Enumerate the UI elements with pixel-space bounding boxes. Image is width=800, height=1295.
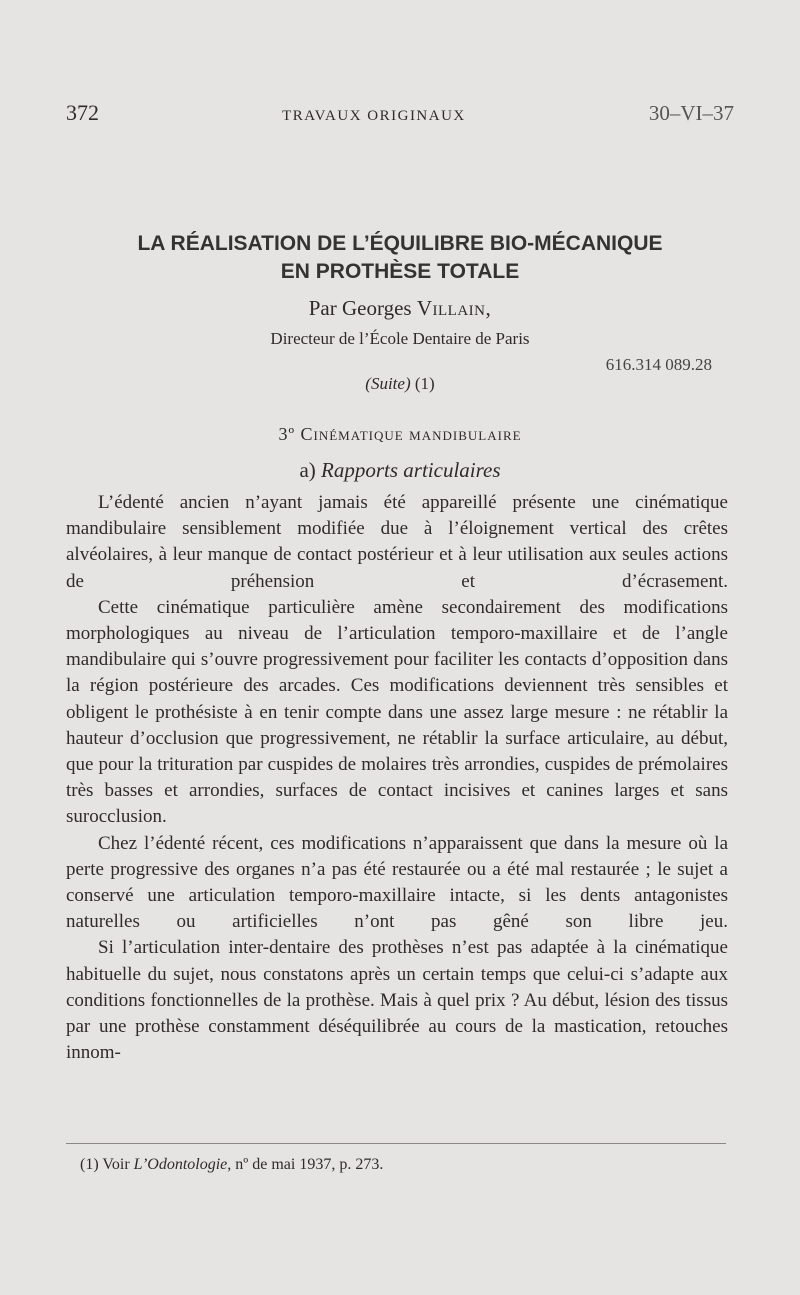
running-head: TRAVAUX ORIGINAUX — [282, 108, 466, 124]
paragraph: Si l’articulation inter-dentaire des prothèses n’est pas adaptée à la cinématique habituelle du sujet, nous constatons après un certain temps que celui-ci s’adapte aux conditions fonctionnelles de la prothèse. Mais à quel prix ? Au début, lésion des tissus par une prothèse constamment déséquilibrée au cours de la mastication, retouches innom- — [66, 937, 728, 1064]
byline-prefix: Par Georges — [308, 296, 412, 320]
subsection-prefix: a) — [299, 458, 316, 482]
footnote-rule — [66, 1143, 726, 1144]
footnote — [80, 1156, 383, 1174]
footnote-journal: L’Odontologie, — [133, 1156, 232, 1173]
continued-note — [66, 374, 734, 394]
page-number: 372 — [66, 100, 99, 125]
body-text — [66, 490, 728, 1066]
title-line-1: LA RÉALISATION DE L’ÉQUILIBRE BIO-MÉCANIQUE — [137, 232, 663, 255]
byline — [66, 296, 734, 321]
paragraph: Cette cinématique particulière amène secondairement des modifications morphologiques au niveau de l’articulation temporo-maxillaire et de l’angle mandibulaire qui s’ouvre progressivement pour faciliter les contacts d’opposition dans la région postérieure des arcades. Ces modifications deviennent très sensibles et obligent le prothésiste à en tenir compte dans une assez large mesure : ne rétablir la hauteur d’occlusion que progressivement, ne rétablir la surface articulaire, au début, que pour la trituration par cuspides de molaires très arrondies, cuspides de prémolaires très basses et arrondies, surfaces de contact incisives et canines larges et sans surocclusion. — [66, 596, 728, 828]
footnote-text-before: Voir — [102, 1156, 130, 1173]
author-surname: Villain, — [416, 296, 492, 320]
page-header — [66, 100, 734, 132]
paragraph: Chez l’édenté récent, ces modifications n’apparaissent que dans la mesure où la perte progressive des organes n’a pas été restaurée ou a été mal restaurée ; le sujet a conservé une articulation temporo-maxillaire intacte, si les dents antagonistes naturelles ou artificielles n’ont pas gêné son libre jeu. — [66, 832, 728, 933]
article-title — [66, 230, 734, 286]
author-affiliation: Directeur de l’École Dentaire de Paris — [270, 329, 530, 348]
continued-label: (Suite) — [365, 374, 411, 393]
footnote-text-after: nº de mai 1937, p. 273. — [235, 1156, 384, 1173]
issue-date: 30–VI–37 — [648, 101, 734, 125]
subsection-title: Rapports articulaires — [321, 458, 501, 482]
footnote-ref: (1) — [414, 374, 435, 393]
subsection-heading — [66, 458, 734, 483]
section-heading: 3º Cinématique mandibulaire — [278, 424, 522, 444]
footnote-marker: (1) — [80, 1156, 99, 1173]
paragraph: L’édenté ancien n’ayant jamais été appareillé présente une cinématique mandibulaire sensiblement modifiée due à l’éloignement vertical des crêtes alvéolaires, à leur manque de contact postérieur et à leur utilisation aux seules actions de préhension et d’écrasement. — [66, 492, 728, 592]
classification-number: 616.314 089.28 — [605, 355, 712, 374]
title-line-2: EN PROTHÈSE TOTALE — [280, 260, 520, 283]
